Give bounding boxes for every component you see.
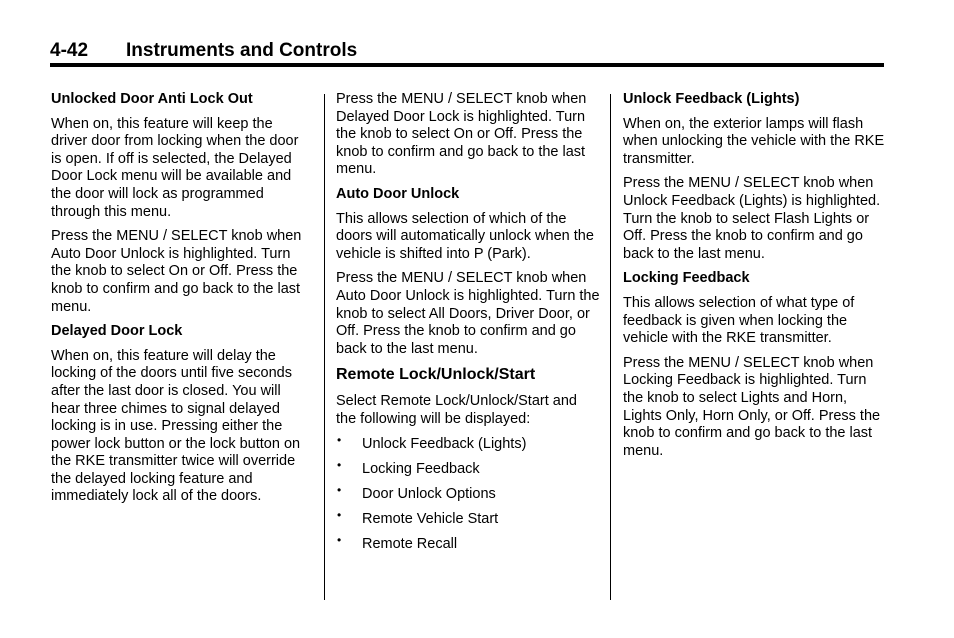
column-2 (336, 91, 600, 561)
heading-unlock-feedback-lights: Unlock Feedback (Lights) (623, 91, 800, 107)
list-item (336, 507, 600, 529)
list-item-label: Door Unlock Options (362, 485, 496, 502)
column-divider (610, 94, 611, 600)
column-1 (51, 91, 307, 513)
list-item-label: Locking Feedback (362, 460, 480, 477)
list-item-label: Remote Recall (362, 535, 458, 552)
paragraph: Press the MENU / SELECT knob when Auto Door Unlock is highlighted. Turn the knob to select All Doors, Driver Door, or Off. Press the knob to confirm and go back to the last menu. (336, 270, 600, 357)
bullet-icon: • (337, 482, 342, 497)
paragraph: Press the MENU / SELECT knob when Auto Door Unlock is highlighted. Turn the knob to select On or Off. Press the knob to confirm and go back to the last menu. (51, 228, 302, 315)
list-item (336, 457, 600, 479)
paragraph: When on, this feature will keep the driver door from locking when the door is open. If off is selected, the Delayed Door Lock menu will be available and the door will lock as programmed through this menu. (51, 115, 299, 220)
list-item (336, 432, 600, 454)
paragraph: Select Remote Lock/Unlock/Start and the following will be displayed: (336, 393, 577, 427)
paragraph: This allows selection of what type of feedback is given when locking the vehicle with the RKE transmitter. (623, 294, 855, 347)
heading-remote-lock-unlock-start: Remote Lock/Unlock/Start (336, 366, 536, 384)
bullet-icon: • (337, 432, 342, 447)
paragraph: Press the MENU / SELECT knob when Locking Feedback is highlighted. Turn the knob to select Lights and Horn, Lights Only, Horn Only, or Off. Press the knob to confirm and go back to the last menu. (623, 354, 881, 459)
heading-delayed-door-lock: Delayed Door Lock (51, 323, 183, 340)
bullet-icon: • (337, 532, 342, 547)
header-rule (50, 63, 884, 67)
bullet-icon: • (337, 457, 342, 472)
paragraph: This allows selection of which of the doors will automatically unlock when the vehicle is shifted into P (Park). (336, 210, 594, 262)
paragraph: Press the MENU / SELECT knob when Delayed Door Lock is highlighted. Turn the knob to select On or Off. Press the knob to confirm and go back to the last menu. (336, 91, 587, 178)
section-title: Instruments and Controls (126, 40, 358, 61)
page-number: 4-42 (50, 40, 89, 61)
paragraph: When on, this feature will delay the locking of the doors until five seconds after the last door is closed. You will hear three chimes to signal delayed locking is in use. Pressing either the power lock button or the lock button on the RKE transmitter twice will override the delayed locking feature and immediately lock all of the doors. (51, 347, 301, 505)
list-item-label: Unlock Feedback (Lights) (362, 435, 527, 452)
heading-locking-feedback: Locking Feedback (623, 270, 750, 287)
bullet-icon: • (337, 507, 342, 522)
options-list (336, 432, 600, 554)
list-item (336, 482, 600, 504)
paragraph: Press the MENU / SELECT knob when Unlock Feedback (Lights) is highlighted. Turn the knob to select Flash Lights or Off. Press the knob to confirm and go back to the last menu. (623, 175, 881, 262)
column-divider (324, 94, 325, 600)
list-item (336, 532, 600, 554)
column-3 (623, 91, 885, 467)
heading-auto-door-unlock: Auto Door Unlock (336, 185, 460, 202)
paragraph: When on, the exterior lamps will flash when unlocking the vehicle with the RKE transmitter. (623, 115, 885, 167)
page-header (50, 38, 884, 64)
list-item-label: Remote Vehicle Start (362, 510, 499, 527)
heading-unlocked-door-anti-lock-out: Unlocked Door Anti Lock Out (51, 91, 253, 107)
